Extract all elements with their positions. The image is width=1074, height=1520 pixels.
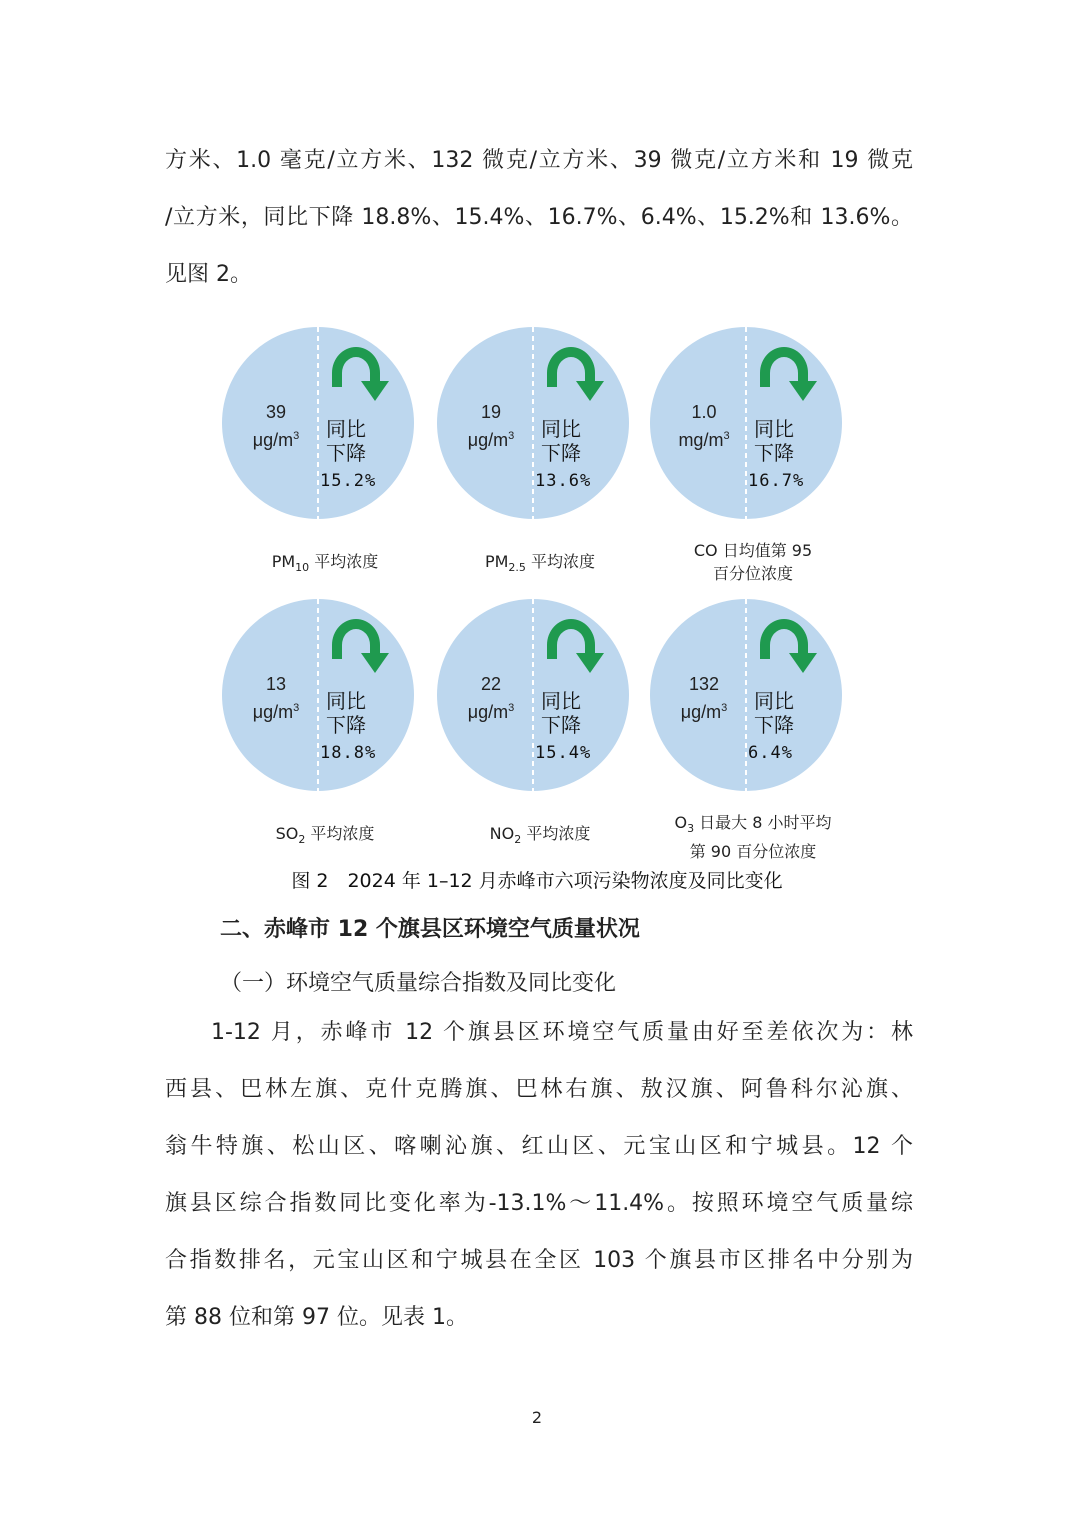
pollutant-caption: $SO_2$ 平均浓度 <box>275 824 375 847</box>
page-number: 2 <box>531 1408 543 1427</box>
pollutant-card <box>425 597 635 862</box>
value-number: 39 <box>265 402 287 422</box>
section-heading: 二、赤峰市 12 个旗县区环境空气质量状况 <box>220 917 640 942</box>
subsection-heading: （一）环境空气质量综合指数及同比变化 <box>220 971 617 996</box>
intro-paragraph <box>165 146 913 289</box>
text-line: /立方米，同比下降 18.8%、15.4%、16.7%、6.4%、15.2%和 13.6%。 <box>165 205 914 230</box>
concentration-value <box>451 400 531 452</box>
decrease-percent: 18.8% <box>320 743 377 763</box>
pollutant-card <box>210 597 420 862</box>
value-unit: $\mu g/m^3$ <box>252 430 300 450</box>
value-number: 132 <box>688 674 720 694</box>
text-line: 合指数排名，元宝山区和宁城县在全区 103 个旗县市区排名中分别为 <box>165 1248 913 1273</box>
decrease-percent: 15.4% <box>535 743 592 763</box>
pollutant-card <box>638 597 848 862</box>
value-unit: $mg/m^3$ <box>678 430 730 450</box>
value-number: 19 <box>480 402 502 422</box>
pollutant-figure <box>210 325 870 865</box>
decrease-percent: 13.6% <box>535 471 592 491</box>
decrease-label: 同比 下降 <box>754 689 794 737</box>
figure-caption: 图 2 2024 年 1–12 月赤峰市六项污染物浓度及同比变化 <box>291 870 783 892</box>
text-line: 见图 2。 <box>165 262 252 287</box>
text-line: 翁牛特旗、松山区、喀喇沁旗、红山区、元宝山区和宁城县。12 个 <box>165 1134 913 1159</box>
decrease-percent: 6.4% <box>748 743 793 763</box>
text-line: 第 88 位和第 97 位。见表 1。 <box>165 1305 468 1330</box>
pollutant-caption: $O_3$ 日最大 8 小时平均 第 90 百分位浓度 <box>674 813 832 862</box>
concentration-value <box>664 400 744 452</box>
pollutant-card <box>425 325 635 590</box>
text-line: 1-12 月，赤峰市 12 个旗县区环境空气质量由好至差依次为：林 <box>211 1020 913 1045</box>
pollutant-card <box>638 325 848 590</box>
value-number: 1.0 <box>691 402 717 422</box>
decrease-label: 同比 下降 <box>541 689 581 737</box>
concentration-value <box>451 672 531 724</box>
concentration-value <box>236 672 316 724</box>
concentration-value <box>236 400 316 452</box>
concentration-value <box>664 672 744 724</box>
value-number: 22 <box>480 674 502 694</box>
decrease-label: 同比 下降 <box>326 689 366 737</box>
decrease-label: 同比 下降 <box>754 417 794 465</box>
decrease-percent: 15.2% <box>320 471 377 491</box>
value-unit: $\mu g/m^3$ <box>467 430 515 450</box>
pollutant-card <box>210 325 420 590</box>
text-line: 旗县区综合指数同比变化率为-13.1%～11.4%。按照环境空气质量综 <box>165 1191 913 1216</box>
value-number: 13 <box>265 674 287 694</box>
pollutant-caption: CO 日均值第 95 百分位浓度 <box>693 541 813 583</box>
decrease-percent: 16.7% <box>748 471 805 491</box>
value-unit: $\mu g/m^3$ <box>467 702 515 722</box>
value-unit: $\mu g/m^3$ <box>680 702 728 722</box>
body-paragraph <box>165 1018 913 1332</box>
text-line: 西县、巴林左旗、克什克腾旗、巴林右旗、敖汉旗、阿鲁科尔沁旗、 <box>165 1077 913 1102</box>
decrease-label: 同比 下降 <box>326 417 366 465</box>
pollutant-caption: $NO_2$ 平均浓度 <box>489 824 591 847</box>
text-line: 方米、1.0 毫克/立方米、132 微克/立方米、39 微克/立方米和 19 微克 <box>165 148 913 173</box>
pollutant-caption: $PM_{2.5}$ 平均浓度 <box>484 552 596 575</box>
decrease-label: 同比 下降 <box>541 417 581 465</box>
value-unit: $\mu g/m^3$ <box>252 702 300 722</box>
pollutant-caption: $PM_{10}$ 平均浓度 <box>271 552 379 575</box>
